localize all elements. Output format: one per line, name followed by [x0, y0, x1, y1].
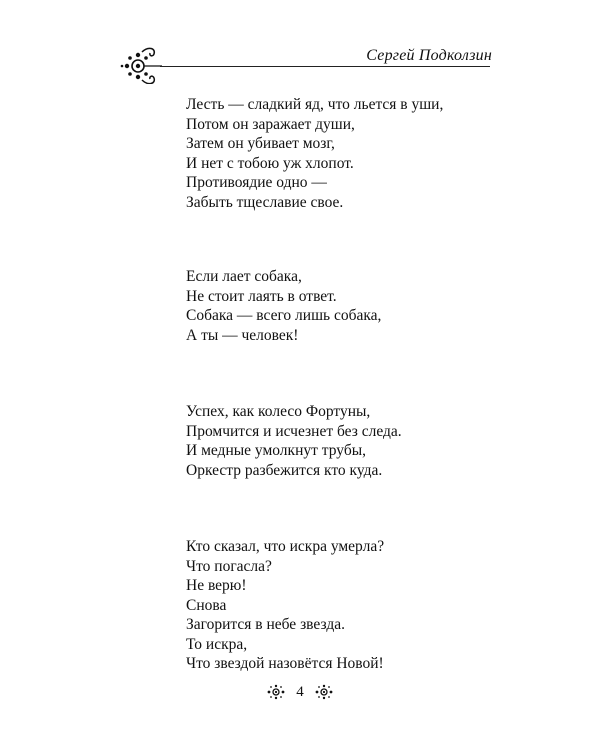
poem-line: Промчится и исчезнет без следа.	[186, 422, 402, 440]
header-rule	[160, 66, 490, 67]
poem-line: Успех, как колесо Фортуны,	[186, 403, 371, 420]
page-number: 4	[296, 683, 304, 700]
poem-line: Если лает собака,	[186, 268, 302, 285]
poem-line: Затем он убивает мозг,	[186, 135, 335, 152]
poem-line: И медные умолкнут трубы,	[186, 442, 366, 459]
header-ornament-icon	[118, 44, 164, 84]
running-header-author: Сергей Подколзин	[366, 47, 492, 64]
poem-line: Снова	[186, 596, 227, 614]
poem	[186, 537, 384, 674]
footer-left-ornament-icon	[264, 683, 288, 701]
poem-line: Загорится в небе звезда.	[186, 616, 345, 633]
poem	[186, 402, 402, 480]
poem-line: То искра,	[186, 635, 248, 653]
poem-line: Не верю!	[186, 577, 247, 594]
poem	[186, 95, 443, 212]
poem	[186, 267, 381, 345]
poem-line: Потом он заражает души,	[186, 115, 355, 133]
poem-line: Оркестр разбежится кто куда.	[186, 461, 383, 479]
poem-line: Не стоит лаять в ответ.	[186, 287, 337, 305]
poem-line: Лесть — сладкий яд, что льется в уши,	[186, 96, 444, 113]
page-footer	[0, 683, 600, 706]
poem-line: Что погасла?	[186, 557, 272, 575]
poem-line: Забыть тщеславие свое.	[186, 193, 344, 211]
poem-line: Что звездой назовётся Новой!	[186, 655, 384, 672]
poem-line: И нет с тобою уж хлопот.	[186, 154, 354, 172]
poem-line: Кто сказал, что искра умерла?	[186, 538, 385, 555]
poem-line: Противоядие одно —	[186, 174, 327, 191]
poem-line: Собака — всего лишь собака,	[186, 307, 382, 324]
footer-right-ornament-icon	[312, 683, 336, 701]
poem-line: А ты — человек!	[186, 326, 299, 344]
